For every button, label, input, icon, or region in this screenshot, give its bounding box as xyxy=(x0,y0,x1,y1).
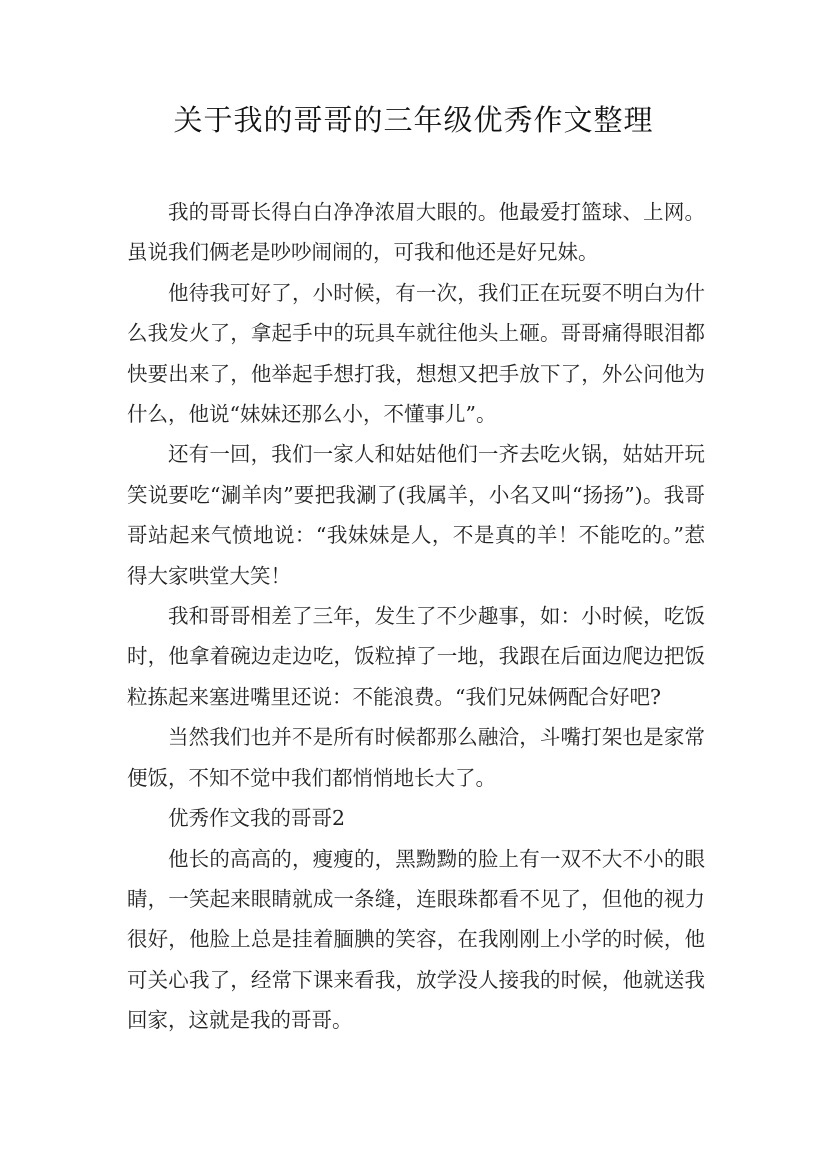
paragraph-2: 他待我可好了，小时候，有一次，我们正在玩耍不明白为什么我发火了，拿起手中的玩具车就往他头上砸。哥哥痛得眼泪都快要出来了，他举起手想打我，想想又把手放下了，外公问他为什么，他说“妹妹还那么小，不懂事儿”。 xyxy=(127,280,705,427)
paragraph-3: 还有一回，我们一家人和姑姑他们一齐去吃火锅，姑姑开玩笑说要吃“涮羊肉”要把我涮了(我属羊，小名又叫“扬扬”)。我哥哥站起来气愤地说：“我妹妹是人，不是真的羊！不能吃的。”惹得大家哄堂大笑！ xyxy=(127,442,705,588)
section-subheading: 优秀作文我的哥哥2 xyxy=(168,806,346,831)
paragraph-5: 当然我们也并不是所有时候都那么融洽，斗嘴打架也是家常便饭，不知不觉中我们都悄悄地长大了。 xyxy=(127,725,705,790)
document-body xyxy=(127,192,705,1041)
document-title: 关于我的哥哥的三年级优秀作文整理 xyxy=(173,103,654,137)
paragraph-4: 我和哥哥相差了三年，发生了不少趣事，如：小时候，吃饭时，他拿着碗边走边吃，饭粒掉了一地，我跟在后面边爬边把饭粒拣起来塞进嘴里还说：不能浪费。“我们兄妹俩配合好吧? xyxy=(127,604,705,709)
paragraph-1: 我的哥哥长得白白净净浓眉大眼的。他最爱打篮球、上网。虽说我们俩老是吵吵闹闹的，可我和他还是好兄妹。 xyxy=(127,200,705,265)
paragraph-6: 他长的高高的，瘦瘦的，黑黝黝的脸上有一双不大不小的眼睛，一笑起来眼睛就成一条缝，连眼珠都看不见了，但他的视力很好，他脸上总是挂着腼腆的笑容，在我刚刚上小学的时候，他可关心我了，经常下课来看我，放学没人接我的时候，他就送我回家，这就是我的哥哥。 xyxy=(127,846,705,1033)
